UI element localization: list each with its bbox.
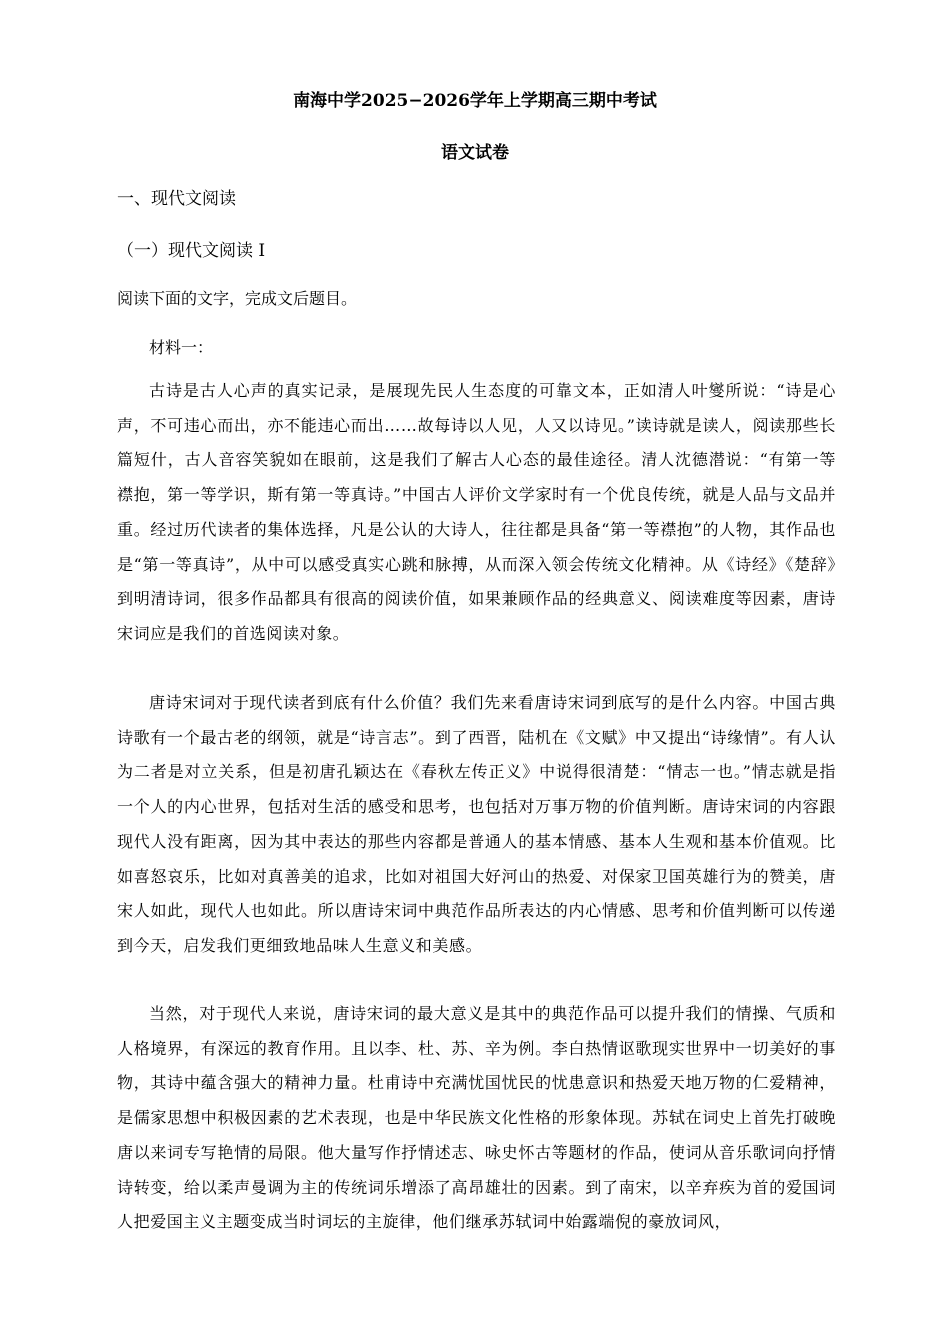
section-heading: 一、现代文阅读 <box>117 189 236 209</box>
exam-subtitle: 语文试卷 <box>441 143 509 163</box>
paragraph-1: 古诗是古人心声的真实记录，是展现先民人生态度的可靠文本，正如清人叶燮所说：“诗是心声，不可违心而出，亦不能违心而出……故每诗以人见，人又以诗见。”读诗就是读人，阅读那些长篇短什，古人音容笑貌如在眼前，这是我们了解古人心态的最佳途径。清人沈德潜说：“有第一等襟抱，第一等学识，斯有第一等真诗。”中国古人评价文学家时有一个优良传统，就是人品与文品并重。经过历代读者的集体选择，凡是公认的大诗人，往往都是具备“第一等襟抱”的人物，其作品也是“第一等真诗”，从中可以感受真实心跳和脉搏，从而深入领会传统文化精神。从《诗经》《楚辞》到明清诗词，很多作品都具有很高的阅读价值，如果兼顾作品的经典意义、阅读难度等因素，唐诗宋词应是我们的首选阅读对象。 <box>117 381 836 643</box>
reading-instruction: 阅读下面的文字，完成文后题目。 <box>117 289 358 308</box>
exam-title: 南海中学2025−2026学年上学期高三期中考试 <box>293 91 657 111</box>
paragraph-3: 当然，对于现代人来说，唐诗宋词的最大意义是其中的典范作品可以提升我们的情操、气质和人格境界，有深远的教育作用。且以李、杜、苏、辛为例。李白热情讴歌现实世界中一切美好的事物，其诗中蕴含强大的精神力量。杜甫诗中充满忧国忧民的忧患意识和热爱天地万物的仁爱精神，是儒家思想中积极因素的艺术表现，也是中华民族文化性格的形象体现。苏轼在词史上首先打破晚唐以来词专写艳情的局限。他大量写作抒情述志、咏史怀古等题材的作品，使词从音乐歌词向抒情诗转变，给以柔声曼调为主的传统词乐增添了高昂雄壮的因素。到了南宋，以辛弃疾为首的爱国词人把爱国主义主题变成当时词坛的主旋律，他们继承苏轼词中始露端倪的豪放词风， <box>117 1004 836 1232</box>
paragraph-2: 唐诗宋词对于现代读者到底有什么价值？我们先来看唐诗宋词到底写的是什么内容。中国古典诗歌有一个最古老的纲领，就是“诗言志”。到了西晋，陆机在《文赋》中又提出“诗缘情”。有人认为二者是对立关系，但是初唐孔颖达在《春秋左传正义》中说得很清楚：“情志一也。”情志就是指一个人的内心世界，包括对生活的感受和思考，也包括对万事万物的价值判断。唐诗宋词的内容跟现代人没有距离，因为其中表达的那些内容都是普通人的基本情感、基本人生观和基本价值观。比如喜怒哀乐，比如对真善美的追求，比如对祖国大好河山的热爱、对保家卫国英雄行为的赞美，唐宋人如此，现代人也如此。所以唐诗宋词中典范作品所表达的内心情感、思考和价值判断可以传递到今天，启发我们更细致地品味人生意义和美感。 <box>117 693 836 955</box>
section-subheading: （一）现代文阅读 I <box>117 241 266 261</box>
material-label: 材料一： <box>149 338 214 357</box>
